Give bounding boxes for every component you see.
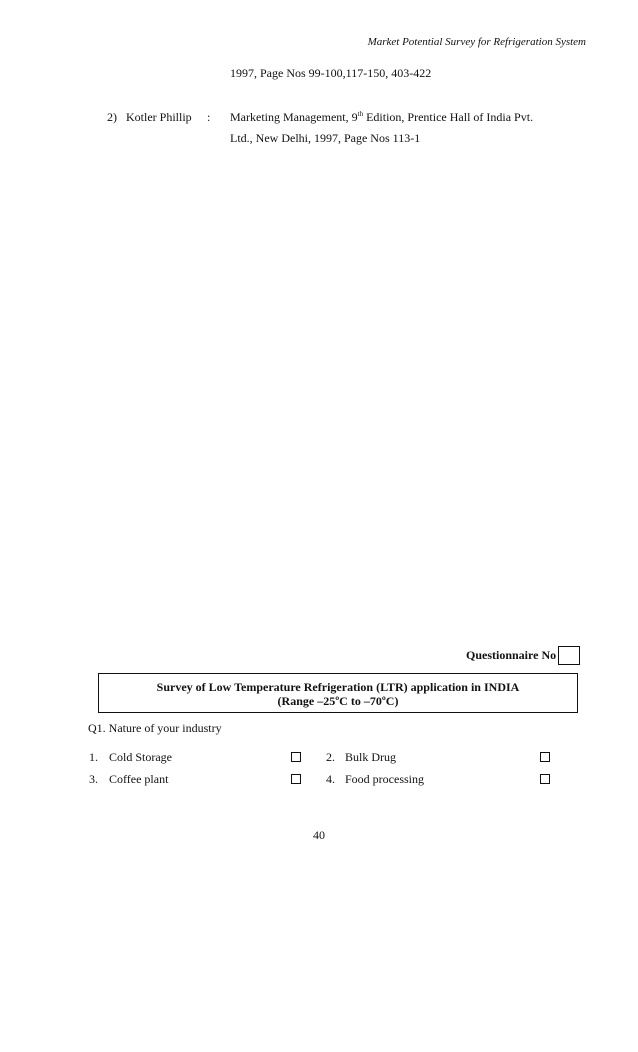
reference-2-title-start: Marketing Management, 9 <box>230 110 358 124</box>
option-1-number: 1. <box>89 750 98 764</box>
reference-2-number: 2) <box>107 110 117 124</box>
reference-continued-line: 1997, Page Nos 99-100,117-150, 403-422 <box>230 66 432 80</box>
running-header: Market Potential Survey for Refrigeration System <box>367 36 586 48</box>
survey-range: (Range –25ºC to –70ºC) <box>277 694 399 708</box>
reference-2-title-line1 <box>230 110 533 125</box>
questionnaire-number-input[interactable] <box>558 646 580 665</box>
option-2-number: 2. <box>326 750 335 764</box>
questionnaire-number-label: Questionnaire No <box>466 648 557 662</box>
option-4-number: 4. <box>326 772 335 786</box>
reference-2-author: Kotler Phillip <box>126 110 192 124</box>
option-2-label: Bulk Drug <box>345 750 396 764</box>
option-3-label: Coffee plant <box>109 772 169 786</box>
option-2-checkbox[interactable] <box>540 752 550 762</box>
survey-title-box <box>98 673 578 713</box>
reference-2-title-line2: Ltd., New Delhi, 1997, Page Nos 113-1 <box>230 131 421 145</box>
question-1-text: Q1. Nature of your industry <box>88 721 222 735</box>
reference-2-title-end: Edition, Prentice Hall of India Pvt. <box>363 110 534 124</box>
option-1-checkbox[interactable] <box>291 752 301 762</box>
page-number: 40 <box>313 828 325 842</box>
option-3-number: 3. <box>89 772 98 786</box>
option-4-label: Food processing <box>345 772 424 786</box>
reference-2-edition-superscript: th <box>357 110 364 118</box>
option-4-checkbox[interactable] <box>540 774 550 784</box>
survey-title: Survey of Low Temperature Refrigeration (LTR) application in INDIA <box>156 680 520 694</box>
option-1-label: Cold Storage <box>109 750 172 764</box>
reference-2-separator: : <box>207 110 211 124</box>
option-3-checkbox[interactable] <box>291 774 301 784</box>
